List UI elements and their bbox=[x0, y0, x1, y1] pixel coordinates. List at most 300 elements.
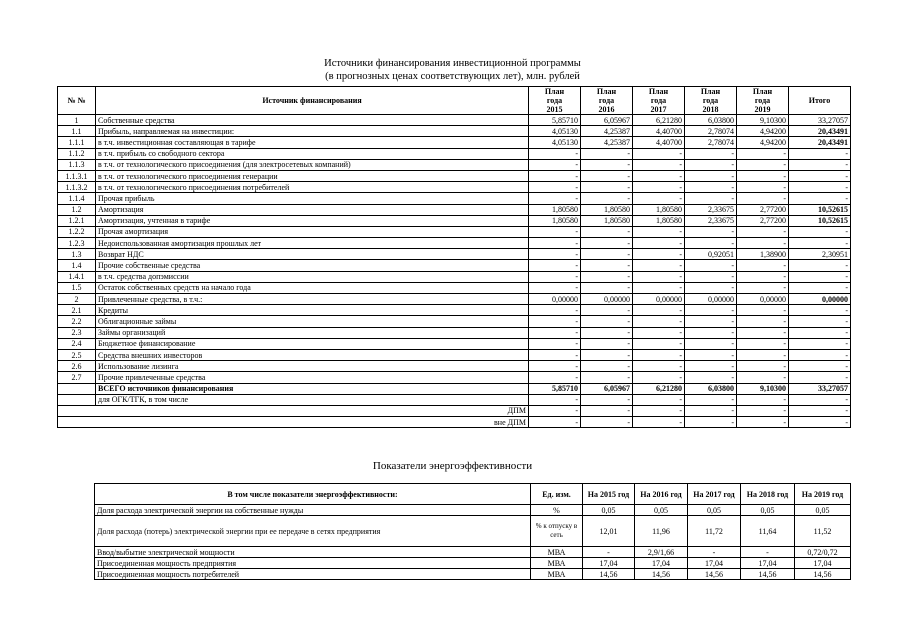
row-value: 1,38900 bbox=[737, 249, 789, 260]
table-row bbox=[58, 260, 851, 271]
row-value: - bbox=[529, 417, 581, 428]
row-label: ВСЕГО источников финансирования bbox=[96, 383, 529, 394]
row-value: - bbox=[737, 282, 789, 293]
row-value: - bbox=[633, 349, 685, 360]
table-row bbox=[58, 305, 851, 316]
indicator-value: - bbox=[741, 547, 795, 558]
row-value: 1,80580 bbox=[581, 204, 633, 215]
table-row bbox=[58, 182, 851, 193]
row-value: 1,80580 bbox=[633, 215, 685, 226]
indicator-value: 11,64 bbox=[741, 516, 795, 547]
row-value: - bbox=[529, 271, 581, 282]
indicator-value: 17,04 bbox=[688, 558, 741, 569]
row-value: - bbox=[633, 148, 685, 159]
indicator-unit: МВА bbox=[531, 558, 583, 569]
row-value: 5,85710 bbox=[529, 115, 581, 126]
row-value: 2,77200 bbox=[737, 204, 789, 215]
row-total: - bbox=[789, 238, 851, 249]
row-value: - bbox=[633, 271, 685, 282]
row-value: - bbox=[581, 148, 633, 159]
row-value: - bbox=[685, 327, 737, 338]
row-value: 2,77200 bbox=[737, 215, 789, 226]
row-total: - bbox=[789, 271, 851, 282]
row-label: Недоиспользованная амортизация прошлых лет bbox=[96, 238, 529, 249]
row-total: 2,30951 bbox=[789, 249, 851, 260]
row-total: - bbox=[789, 305, 851, 316]
row-number: 1.2 bbox=[58, 204, 96, 215]
header-unit: Ед. изм. bbox=[531, 484, 583, 505]
indicator-unit: % к отпуску в сеть bbox=[531, 516, 583, 547]
row-label: Займы организаций bbox=[96, 327, 529, 338]
row-total: - bbox=[789, 327, 851, 338]
header-2018: На 2018 год bbox=[741, 484, 795, 505]
row-value: - bbox=[581, 349, 633, 360]
row-value: - bbox=[581, 327, 633, 338]
table-row bbox=[58, 115, 851, 126]
row-total: - bbox=[789, 417, 851, 428]
table-row bbox=[95, 547, 851, 558]
row-value: - bbox=[737, 226, 789, 237]
table-row bbox=[58, 148, 851, 159]
row-value: - bbox=[529, 182, 581, 193]
indicator-value: - bbox=[688, 547, 741, 558]
indicator-value: 17,04 bbox=[741, 558, 795, 569]
row-number: 2.7 bbox=[58, 372, 96, 383]
indicator-value: 0,72/0,72 bbox=[795, 547, 851, 558]
row-value: 9,10300 bbox=[737, 383, 789, 394]
row-label: в т.ч. от технологического присоединения (для электросетевых компаний) bbox=[96, 159, 529, 170]
row-value: - bbox=[737, 305, 789, 316]
row-value: - bbox=[737, 327, 789, 338]
table-row bbox=[58, 327, 851, 338]
table-row bbox=[58, 294, 851, 305]
row-value: - bbox=[685, 282, 737, 293]
row-value: 1,80580 bbox=[529, 204, 581, 215]
row-value: - bbox=[685, 338, 737, 349]
row-label: для ОГК/ТГК, в том числе bbox=[96, 394, 529, 405]
row-number: 1.5 bbox=[58, 282, 96, 293]
table1-title-line1: Источники финансирования инвестиционной программы bbox=[324, 58, 581, 69]
row-value: - bbox=[581, 193, 633, 204]
row-value: 6,05967 bbox=[581, 383, 633, 394]
row-value: - bbox=[633, 305, 685, 316]
row-value: 0,00000 bbox=[737, 294, 789, 305]
row-value: - bbox=[581, 305, 633, 316]
indicator-value: 14,56 bbox=[688, 569, 741, 580]
row-label: Облигационные займы bbox=[96, 316, 529, 327]
header-2015: На 2015 год bbox=[583, 484, 635, 505]
row-label: Прочие привлеченные средства bbox=[96, 372, 529, 383]
row-number: 1.1.3.2 bbox=[58, 182, 96, 193]
row-number: 1.1.3 bbox=[58, 159, 96, 170]
table-row-dpm bbox=[58, 405, 851, 416]
row-total: 0,00000 bbox=[789, 294, 851, 305]
row-value: - bbox=[633, 338, 685, 349]
row-value: - bbox=[685, 361, 737, 372]
row-label: Использование лизинга bbox=[96, 361, 529, 372]
row-value: 6,03800 bbox=[685, 115, 737, 126]
indicator-value: 11,96 bbox=[635, 516, 688, 547]
row-value: - bbox=[737, 349, 789, 360]
table1-title-line2: (в прогнозных ценах соответствующих лет), млн. рублей bbox=[325, 71, 580, 82]
financing-sources-table bbox=[57, 86, 851, 428]
indicator-value: 0,05 bbox=[635, 505, 688, 516]
table-row bbox=[58, 282, 851, 293]
row-value: - bbox=[581, 417, 633, 428]
row-value: - bbox=[633, 193, 685, 204]
indicator-value: 14,56 bbox=[583, 569, 635, 580]
row-value: - bbox=[737, 182, 789, 193]
row-value: - bbox=[685, 405, 737, 416]
row-value: - bbox=[529, 226, 581, 237]
row-total: - bbox=[789, 316, 851, 327]
row-label: Возврат НДС bbox=[96, 249, 529, 260]
row-value: 2,78074 bbox=[685, 126, 737, 137]
row-label: в т.ч. прибыль со свободного сектора bbox=[96, 148, 529, 159]
row-value: 6,03800 bbox=[685, 383, 737, 394]
row-value: - bbox=[633, 361, 685, 372]
row-label: Прибыль, направляемая на инвестиции: bbox=[96, 126, 529, 137]
indicator-value: 14,56 bbox=[635, 569, 688, 580]
row-value: - bbox=[581, 372, 633, 383]
row-number bbox=[58, 383, 96, 394]
indicator-value: 0,05 bbox=[741, 505, 795, 516]
row-value: - bbox=[529, 349, 581, 360]
row-value: - bbox=[529, 249, 581, 260]
row-total: - bbox=[789, 282, 851, 293]
row-value: - bbox=[633, 316, 685, 327]
row-value: - bbox=[737, 260, 789, 271]
row-value: - bbox=[633, 182, 685, 193]
row-value: - bbox=[581, 338, 633, 349]
row-value: - bbox=[581, 249, 633, 260]
row-number: 1.1.1 bbox=[58, 137, 96, 148]
row-value: - bbox=[685, 182, 737, 193]
row-value: - bbox=[685, 193, 737, 204]
row-value: - bbox=[633, 394, 685, 405]
table-row bbox=[95, 558, 851, 569]
table2-title: Показатели энергоэффективности bbox=[372, 460, 533, 472]
indicator-label: Доля расхода электрической энергии на собственные нужды bbox=[95, 505, 531, 516]
row-value: - bbox=[633, 260, 685, 271]
table-row bbox=[58, 271, 851, 282]
row-value: - bbox=[685, 170, 737, 181]
row-total: - bbox=[789, 361, 851, 372]
row-value: - bbox=[529, 159, 581, 170]
table-row bbox=[58, 338, 851, 349]
row-value: - bbox=[737, 361, 789, 372]
row-total: - bbox=[789, 182, 851, 193]
row-value: - bbox=[581, 260, 633, 271]
header-2016: На 2016 год bbox=[635, 484, 688, 505]
table-row bbox=[95, 569, 851, 580]
row-value: - bbox=[737, 338, 789, 349]
table1-header-row bbox=[58, 87, 851, 115]
row-value: - bbox=[737, 316, 789, 327]
row-total: 20,43491 bbox=[789, 126, 851, 137]
row-value: 0,92051 bbox=[685, 249, 737, 260]
row-value: - bbox=[581, 170, 633, 181]
indicator-label: Присоединенная мощность потребителей bbox=[95, 569, 531, 580]
row-number: 1.2.3 bbox=[58, 238, 96, 249]
indicator-unit: % bbox=[531, 505, 583, 516]
row-value: - bbox=[529, 238, 581, 249]
row-value: - bbox=[685, 372, 737, 383]
row-number bbox=[58, 417, 96, 428]
table-row bbox=[58, 193, 851, 204]
row-value: 2,33675 bbox=[685, 204, 737, 215]
row-value: 4,05130 bbox=[529, 126, 581, 137]
indicator-value: 14,56 bbox=[795, 569, 851, 580]
row-label: в т.ч. от технологического присоединения генерации bbox=[96, 170, 529, 181]
row-value: - bbox=[529, 405, 581, 416]
row-value: 1,80580 bbox=[529, 215, 581, 226]
row-label: ДПМ bbox=[96, 405, 529, 416]
table-row bbox=[58, 226, 851, 237]
row-value: 4,94200 bbox=[737, 137, 789, 148]
row-label: Амортизация bbox=[96, 204, 529, 215]
row-total: - bbox=[789, 226, 851, 237]
row-value: - bbox=[529, 305, 581, 316]
table-row bbox=[58, 204, 851, 215]
row-number: 2.6 bbox=[58, 361, 96, 372]
row-number: 1.1.3.1 bbox=[58, 170, 96, 181]
row-value: - bbox=[529, 327, 581, 338]
row-value: - bbox=[581, 361, 633, 372]
row-value: 4,40700 bbox=[633, 137, 685, 148]
row-value: - bbox=[529, 148, 581, 159]
row-number: 1.3 bbox=[58, 249, 96, 260]
table-row bbox=[58, 394, 851, 405]
row-value: 4,25387 bbox=[581, 126, 633, 137]
row-label: Кредиты bbox=[96, 305, 529, 316]
row-value: - bbox=[529, 338, 581, 349]
row-value: - bbox=[685, 238, 737, 249]
row-label: Собственные средства bbox=[96, 115, 529, 126]
row-value: - bbox=[581, 271, 633, 282]
row-number: 1.4.1 bbox=[58, 271, 96, 282]
indicator-value: 0,05 bbox=[583, 505, 635, 516]
header-plan-2015: План года 2015 bbox=[529, 87, 581, 115]
row-value: - bbox=[529, 372, 581, 383]
row-total: - bbox=[789, 372, 851, 383]
row-value: - bbox=[529, 260, 581, 271]
row-value: 1,80580 bbox=[581, 215, 633, 226]
indicator-value: 0,05 bbox=[795, 505, 851, 516]
row-value: - bbox=[633, 417, 685, 428]
row-label: Бюджетное финансирование bbox=[96, 338, 529, 349]
indicator-value: 11,72 bbox=[688, 516, 741, 547]
row-label: Прочая амортизация bbox=[96, 226, 529, 237]
table-row bbox=[58, 126, 851, 137]
row-total: - bbox=[789, 148, 851, 159]
row-value: - bbox=[737, 372, 789, 383]
row-value: - bbox=[685, 159, 737, 170]
row-value: - bbox=[737, 170, 789, 181]
row-label: вне ДПМ bbox=[96, 417, 529, 428]
row-value: - bbox=[685, 260, 737, 271]
indicator-label: Доля расхода (потерь) электрической энергии при ее передаче в сетях предприятия bbox=[95, 516, 531, 547]
indicator-unit: МВА bbox=[531, 569, 583, 580]
row-number: 1.2.1 bbox=[58, 215, 96, 226]
indicator-label: Ввод/выбытие электрической мощности bbox=[95, 547, 531, 558]
row-value: - bbox=[685, 226, 737, 237]
row-value: 5,85710 bbox=[529, 383, 581, 394]
table-row bbox=[95, 505, 851, 516]
row-value: 0,00000 bbox=[685, 294, 737, 305]
row-value: - bbox=[737, 417, 789, 428]
row-number: 2.3 bbox=[58, 327, 96, 338]
row-total: - bbox=[789, 338, 851, 349]
row-value: - bbox=[529, 170, 581, 181]
row-number: 2.2 bbox=[58, 316, 96, 327]
header-total: Итого bbox=[789, 87, 851, 115]
row-value: - bbox=[737, 394, 789, 405]
row-value: - bbox=[581, 226, 633, 237]
row-value: - bbox=[633, 372, 685, 383]
row-value: 6,05967 bbox=[581, 115, 633, 126]
row-total: 33,27057 bbox=[789, 383, 851, 394]
header-2019: На 2019 год bbox=[795, 484, 851, 505]
header-plan-2018: План года 2018 bbox=[685, 87, 737, 115]
table2-header-row bbox=[95, 484, 851, 505]
row-total: - bbox=[789, 394, 851, 405]
row-number: 1.2.2 bbox=[58, 226, 96, 237]
row-value: - bbox=[685, 417, 737, 428]
row-number bbox=[58, 394, 96, 405]
row-label: в т.ч. средства допэмиссии bbox=[96, 271, 529, 282]
row-total: - bbox=[789, 193, 851, 204]
row-value: 0,00000 bbox=[581, 294, 633, 305]
row-number bbox=[58, 405, 96, 416]
table-row bbox=[58, 238, 851, 249]
row-value: - bbox=[633, 405, 685, 416]
indicator-value: 14,56 bbox=[741, 569, 795, 580]
row-value: - bbox=[685, 316, 737, 327]
row-value: - bbox=[581, 182, 633, 193]
header-no: № № bbox=[58, 87, 96, 115]
row-label: Прочая прибыль bbox=[96, 193, 529, 204]
row-total: 20,43491 bbox=[789, 137, 851, 148]
row-value: - bbox=[737, 193, 789, 204]
row-value: - bbox=[633, 238, 685, 249]
row-value: - bbox=[685, 148, 737, 159]
row-label: Остаток собственных средств на начало года bbox=[96, 282, 529, 293]
indicator-value: 17,04 bbox=[635, 558, 688, 569]
row-total: - bbox=[789, 170, 851, 181]
row-value: - bbox=[581, 238, 633, 249]
table-row bbox=[58, 159, 851, 170]
indicator-unit: МВА bbox=[531, 547, 583, 558]
row-value: - bbox=[633, 159, 685, 170]
row-value: - bbox=[633, 249, 685, 260]
indicator-value: 17,04 bbox=[795, 558, 851, 569]
table-row bbox=[95, 516, 851, 547]
header-indicator: В том числе показатели энергоэффективности: bbox=[95, 484, 531, 505]
table-row bbox=[58, 349, 851, 360]
header-plan-2019: План года 2019 bbox=[737, 87, 789, 115]
indicator-value: 11,52 bbox=[795, 516, 851, 547]
row-number: 2.1 bbox=[58, 305, 96, 316]
row-value: - bbox=[581, 316, 633, 327]
row-value: - bbox=[529, 394, 581, 405]
row-total: 33,27057 bbox=[789, 115, 851, 126]
row-value: 4,25387 bbox=[581, 137, 633, 148]
row-total: - bbox=[789, 349, 851, 360]
table-row bbox=[58, 249, 851, 260]
row-label: в т.ч. инвестиционная составляющая в тарифе bbox=[96, 137, 529, 148]
row-value: - bbox=[685, 271, 737, 282]
row-value: - bbox=[737, 148, 789, 159]
row-value: - bbox=[737, 405, 789, 416]
indicator-value: 12,01 bbox=[583, 516, 635, 547]
row-value: - bbox=[685, 349, 737, 360]
row-value: - bbox=[529, 282, 581, 293]
indicator-value: 0,05 bbox=[688, 505, 741, 516]
table-row bbox=[58, 137, 851, 148]
energy-efficiency-table bbox=[94, 483, 851, 580]
header-source: Источник финансирования bbox=[96, 87, 529, 115]
table-row bbox=[58, 361, 851, 372]
row-value: - bbox=[633, 226, 685, 237]
row-value: - bbox=[685, 394, 737, 405]
row-label: Привлеченные средства, в т.ч.: bbox=[96, 294, 529, 305]
row-number: 2.4 bbox=[58, 338, 96, 349]
header-plan-2017: План года 2017 bbox=[633, 87, 685, 115]
table-row bbox=[58, 383, 851, 394]
row-number: 2.5 bbox=[58, 349, 96, 360]
row-value: - bbox=[581, 282, 633, 293]
row-value: - bbox=[581, 394, 633, 405]
indicator-value: 17,04 bbox=[583, 558, 635, 569]
row-value: 4,94200 bbox=[737, 126, 789, 137]
row-value: 6,21280 bbox=[633, 115, 685, 126]
row-total: - bbox=[789, 405, 851, 416]
row-value: 2,78074 bbox=[685, 137, 737, 148]
row-value: - bbox=[633, 170, 685, 181]
row-total: - bbox=[789, 159, 851, 170]
row-value: - bbox=[685, 305, 737, 316]
row-total: 10,52615 bbox=[789, 204, 851, 215]
header-plan-2016: План года 2016 bbox=[581, 87, 633, 115]
row-value: - bbox=[633, 282, 685, 293]
row-value: 1,80580 bbox=[633, 204, 685, 215]
indicator-value: 2,9/1,66 bbox=[635, 547, 688, 558]
table-row bbox=[58, 215, 851, 226]
row-value: 6,21280 bbox=[633, 383, 685, 394]
header-2017: На 2017 год bbox=[688, 484, 741, 505]
row-number: 1.1.4 bbox=[58, 193, 96, 204]
table-row bbox=[58, 372, 851, 383]
row-value: - bbox=[529, 193, 581, 204]
row-total: - bbox=[789, 260, 851, 271]
row-value: 2,33675 bbox=[685, 215, 737, 226]
row-value: - bbox=[581, 405, 633, 416]
row-number: 1.1.2 bbox=[58, 148, 96, 159]
table-row bbox=[58, 316, 851, 327]
table-row-non-dpm bbox=[58, 417, 851, 428]
row-value: - bbox=[529, 316, 581, 327]
indicator-value: - bbox=[583, 547, 635, 558]
row-number: 1 bbox=[58, 115, 96, 126]
row-value: 0,00000 bbox=[633, 294, 685, 305]
row-value: 0,00000 bbox=[529, 294, 581, 305]
row-value: - bbox=[737, 159, 789, 170]
row-value: - bbox=[581, 159, 633, 170]
row-value: - bbox=[633, 327, 685, 338]
row-label: Прочие собственные средства bbox=[96, 260, 529, 271]
row-total: 10,52615 bbox=[789, 215, 851, 226]
